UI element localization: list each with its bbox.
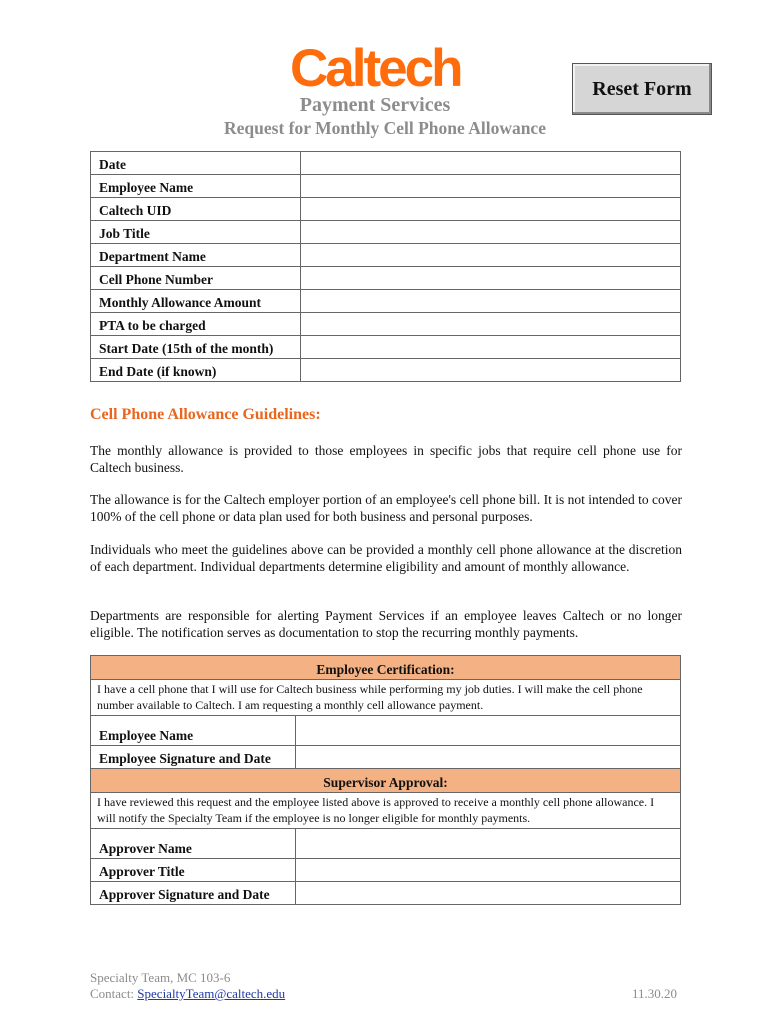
field-row-date: [91, 152, 681, 175]
approver-title-input[interactable]: [296, 859, 680, 881]
footer-contact-line: [90, 986, 285, 1002]
guideline-paragraph: The monthly allowance is provided to those employees in specific jobs that require cell phone use for Caltech business.: [90, 443, 682, 475]
department-name-input[interactable]: [301, 244, 680, 266]
end-date-input[interactable]: [301, 359, 680, 381]
field-label: Approver Name: [91, 829, 296, 859]
date-input[interactable]: [301, 152, 680, 174]
field-label: Department Name: [91, 244, 301, 267]
cell-phone-number-input[interactable]: [301, 267, 680, 289]
caltech-uid-input[interactable]: [301, 198, 680, 220]
form-title: Request for Monthly Cell Phone Allowance: [224, 118, 546, 138]
version-date: 11.30.20: [632, 986, 678, 1001]
field-row-cell-phone-number: [91, 267, 681, 290]
field-label: Employee Name: [91, 716, 296, 746]
field-row-department-name: [91, 244, 681, 267]
contact-prefix: Contact:: [90, 986, 138, 1001]
employee-name-row: [91, 716, 681, 746]
employee-name-input[interactable]: [301, 175, 680, 197]
field-label: End Date (if known): [91, 359, 301, 382]
employee-certification-title: Employee Certification:: [91, 656, 681, 680]
supervisor-approval-title: Supervisor Approval:: [91, 769, 681, 793]
field-label: Monthly Allowance Amount: [91, 290, 301, 313]
guideline-paragraph: Individuals who meet the guidelines above can be provided a monthly cell phone allowance at the discretion of each department. Individual departments determine eligibility and amount of monthly allowance.: [90, 542, 682, 574]
pta-input[interactable]: [301, 313, 680, 335]
footer-office: Specialty Team, MC 103-6: [90, 970, 231, 985]
approver-signature-row: [91, 882, 681, 905]
field-row-pta: [91, 313, 681, 336]
contact-email-link[interactable]: SpecialtyTeam@caltech.edu: [137, 986, 286, 1001]
certification-table: [90, 655, 681, 905]
approver-name-row: [91, 829, 681, 859]
field-label: PTA to be charged: [91, 313, 301, 336]
field-label: Start Date (15th of the month): [91, 336, 301, 359]
reset-form-button[interactable]: Reset Form: [572, 63, 712, 115]
start-date-input[interactable]: [301, 336, 680, 358]
field-row-start-date: [91, 336, 681, 359]
approver-signature-input[interactable]: [296, 882, 680, 904]
field-label: Employee Name: [91, 175, 301, 198]
employee-signature-input[interactable]: [296, 746, 680, 768]
field-label: Job Title: [91, 221, 301, 244]
field-row-job-title: [91, 221, 681, 244]
caltech-logo: Caltech: [290, 39, 461, 98]
request-fields-table: [90, 151, 681, 382]
field-label: Cell Phone Number: [91, 267, 301, 290]
field-row-monthly-allowance: [91, 290, 681, 313]
approver-name-input[interactable]: [296, 833, 680, 855]
approver-title-row: [91, 859, 681, 882]
monthly-allowance-input[interactable]: [301, 290, 680, 312]
supervisor-approval-statement: I have reviewed this request and the employee listed above is approved to receive a monthly cell phone allowance. I will notify the Specialty Team if the employee is no longer eligible for monthly payments.: [91, 793, 681, 829]
guidelines-heading: Cell Phone Allowance Guidelines:: [90, 406, 321, 423]
field-label: Approver Signature and Date: [91, 882, 296, 905]
field-row-caltech-uid: [91, 198, 681, 221]
cert-employee-name-input[interactable]: [296, 720, 680, 742]
job-title-input[interactable]: [301, 221, 680, 243]
employee-certification-statement: I have a cell phone that I will use for Caltech business while performing my job duties. I will make the cell phone number available to Caltech. I am requesting a monthly cell allowance payment.: [91, 680, 681, 716]
department-title: Payment Services: [299, 94, 451, 116]
field-label: Approver Title: [91, 859, 296, 882]
footer-contact: [90, 970, 285, 1002]
field-label: Date: [91, 152, 301, 175]
field-label: Employee Signature and Date: [91, 746, 296, 769]
field-row-end-date: [91, 359, 681, 382]
field-row-employee-name: [91, 175, 681, 198]
guideline-paragraph: Departments are responsible for alerting Payment Services if an employee leaves Caltech or no longer eligible. The notification serves as documentation to stop the recurring monthly payments.: [90, 608, 682, 640]
guideline-paragraph: The allowance is for the Caltech employer portion of an employee's cell phone bill. It is not intended to cover 100% of the cell phone or data plan used for both business and personal purposes.: [90, 492, 682, 524]
employee-signature-row: [91, 746, 681, 769]
field-label: Caltech UID: [91, 198, 301, 221]
